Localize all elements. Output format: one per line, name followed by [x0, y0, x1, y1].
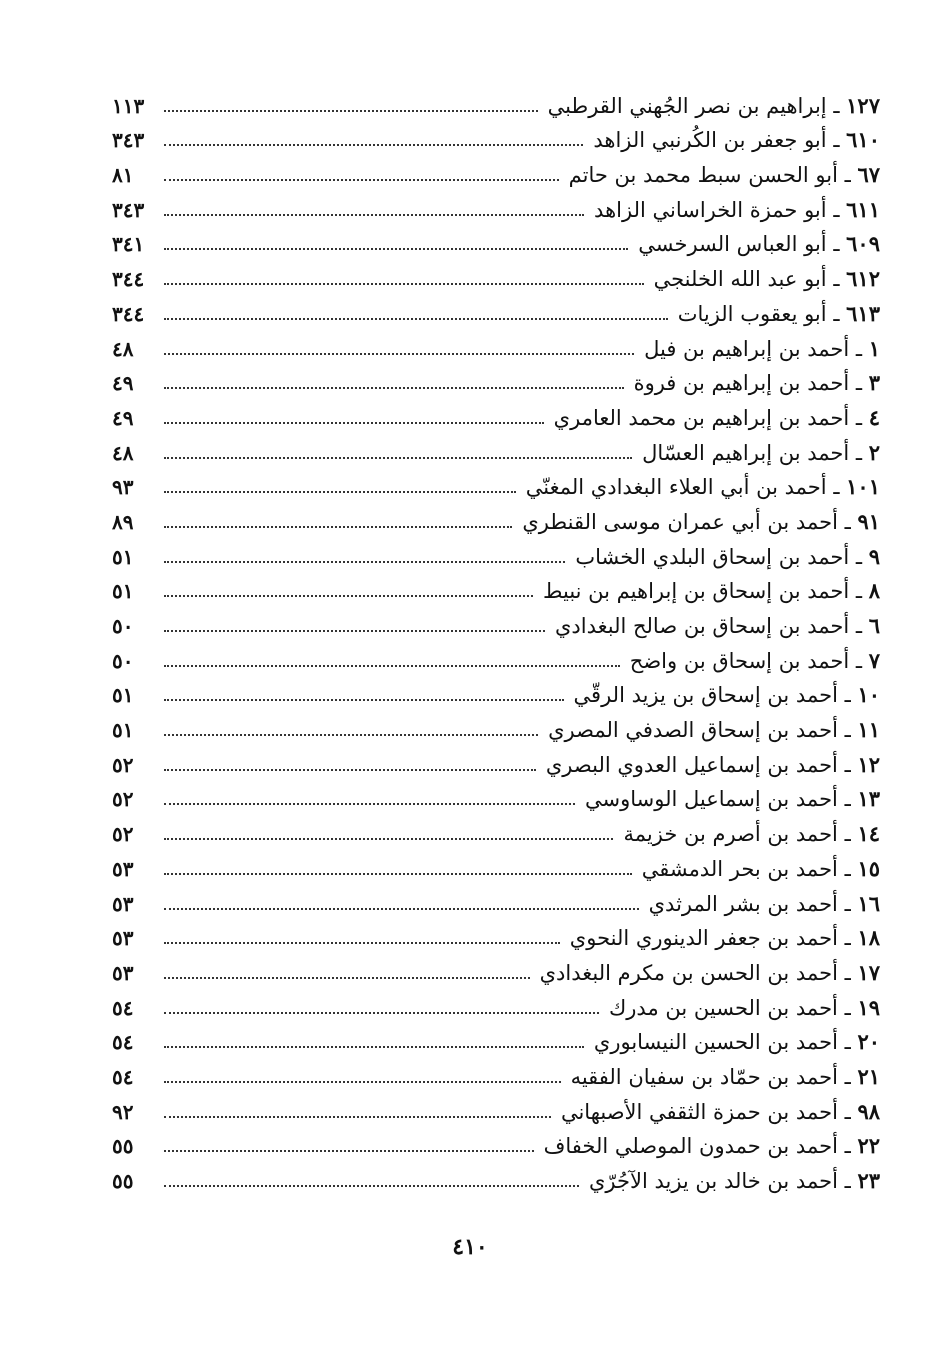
entry-number: ٢٣ [857, 1168, 880, 1193]
entry-page-number: ٣٤١ [112, 232, 145, 257]
entry-number: ١٨ [857, 925, 880, 951]
index-entry [112, 919, 880, 954]
index-entry [112, 364, 880, 399]
entry-separator: ـ [844, 1064, 851, 1089]
index-entry [112, 710, 880, 745]
entry-name: أحمد بن إسحاق البلدي الخشاب [575, 544, 850, 569]
entry-separator: ـ [844, 960, 851, 985]
entry-page-number: ٥٢ [112, 752, 134, 777]
entry-number: ١٦ [857, 890, 880, 916]
index-entry [112, 849, 880, 884]
dot-leader [164, 526, 512, 528]
entry-number: ٩ [868, 543, 880, 569]
entry-page-number: ٥٤ [112, 995, 134, 1020]
entry-label [575, 542, 880, 572]
entry-number: ٩١ [857, 508, 880, 534]
dot-leader [164, 1081, 561, 1083]
dot-leader [164, 942, 560, 944]
entry-separator: ـ [844, 1169, 851, 1193]
entry-name: أبو العباس السرخسي [638, 232, 827, 257]
entry-name: أحمد بن إسحاق بن واضح [629, 648, 850, 673]
entry-separator: ـ [833, 128, 840, 153]
entry-name: أحمد بن بحر الدمشقي [641, 856, 838, 881]
entry-name: أحمد بن حمزة الثقفي الأصبهاني [560, 1099, 838, 1124]
entry-number: ١٣ [857, 786, 880, 812]
index-entry [112, 1057, 880, 1092]
entry-separator: ـ [844, 1099, 851, 1124]
entry-number: ١٤ [857, 821, 880, 847]
index-entry [112, 814, 880, 849]
entry-label [594, 195, 880, 225]
entry-number: ١٧ [857, 959, 880, 985]
entry-label [544, 1131, 880, 1161]
entry-name: أحمد بن إسماعيل العدوي البصري [545, 752, 838, 777]
dot-leader [164, 838, 613, 840]
index-entry [112, 225, 880, 260]
entry-name: أحمد بن أصرم بن خزيمة [623, 822, 838, 847]
entry-page-number: ٥٢ [112, 822, 134, 847]
dot-leader [164, 214, 584, 216]
entry-separator: ـ [844, 856, 851, 881]
entry-number: ٧ [868, 647, 880, 673]
entry-label [546, 750, 880, 780]
index-entry [112, 1092, 880, 1127]
entry-label [548, 715, 880, 745]
entry-separator: ـ [833, 232, 840, 257]
entry-name: أحمد بن إبراهيم العسّال [642, 440, 850, 465]
dot-leader [164, 144, 583, 146]
dot-leader [164, 1116, 551, 1118]
entry-label [594, 1027, 880, 1057]
entry-separator: ـ [833, 475, 840, 500]
entry-label [548, 91, 880, 121]
dot-leader [164, 353, 634, 355]
entry-number: ٢١ [857, 1063, 880, 1089]
dot-leader [164, 491, 516, 493]
index-entry [112, 86, 880, 121]
index-entry [112, 1161, 880, 1196]
entry-name: إبراهيم بن نصر الجُهني القرطبي [547, 93, 827, 118]
entry-name: أحمد بن إبراهيم بن محمد العامري [553, 405, 850, 430]
dot-leader [164, 318, 668, 320]
entry-name: أبو يعقوب الزيات [677, 301, 827, 326]
entry-number: ٦٧ [857, 162, 880, 188]
entry-label [570, 923, 880, 953]
dot-leader [164, 1046, 584, 1048]
entry-number: ١١ [857, 717, 880, 743]
entry-name: أحمد بن إسحاق بن إبراهيم بن نبيط [543, 579, 850, 604]
entry-separator: ـ [855, 614, 863, 638]
entry-number: ١ [868, 335, 880, 361]
entry-label [630, 646, 880, 676]
entry-page-number: ٩٣ [112, 475, 134, 500]
dot-leader [164, 110, 538, 112]
entry-number: ٦١٠ [846, 127, 880, 153]
index-entry [112, 641, 880, 676]
entry-name: أبو الحسن سبط محمد بن حاتم [568, 163, 838, 188]
entry-separator: ـ [855, 440, 863, 465]
entry-number: ١٢ [857, 751, 880, 777]
entry-separator: ـ [855, 336, 863, 361]
page-number: ٤١٠ [452, 1234, 488, 1260]
index-entry [112, 468, 880, 503]
index-entry [112, 884, 880, 919]
index-entry [112, 121, 880, 156]
entry-separator: ـ [844, 718, 851, 743]
dot-leader [164, 457, 632, 459]
entry-number: ٦١١ [846, 196, 880, 222]
dot-leader [164, 1150, 534, 1152]
entry-number: ١٢٧ [846, 92, 880, 118]
entry-name: أحمد بن إبراهيم بن فروة [633, 371, 850, 396]
entry-name: أحمد بن حمدون الموصلي الخفاف [543, 1134, 838, 1159]
dot-leader [164, 248, 628, 250]
entry-label [678, 299, 880, 329]
index-entry [112, 572, 880, 607]
entry-number: ٦ [868, 613, 880, 638]
entry-label [569, 160, 880, 190]
entry-number: ٦٠٩ [846, 231, 880, 257]
entry-separator: ـ [844, 995, 851, 1020]
index-entry [112, 537, 880, 572]
entry-label [561, 1097, 880, 1127]
entry-name: أحمد بن الحسن بن مكرم البغدادي [539, 960, 838, 985]
dot-leader [164, 873, 632, 875]
entry-name: أحمد بن بشر المرثدي [648, 891, 838, 916]
index-entry [112, 329, 880, 364]
dot-leader [164, 908, 639, 910]
entry-page-number: ٤٩ [112, 405, 134, 430]
entry-name: أحمد بن إسماعيل الوساوسي [585, 787, 838, 812]
index-entry [112, 398, 880, 433]
entry-number: ١٠١ [846, 474, 880, 500]
entry-name: أبو حمزة الخراساني الزاهد [594, 197, 827, 222]
entry-label [589, 1166, 880, 1196]
entry-number: ١٩ [857, 994, 880, 1020]
entry-label [609, 993, 880, 1023]
entry-separator: ـ [833, 197, 840, 222]
entry-page-number: ٣٤٤ [112, 267, 145, 292]
entry-label [642, 854, 880, 884]
entry-page-number: ٩٢ [112, 1099, 134, 1124]
dot-leader [164, 179, 559, 181]
dot-leader [164, 665, 620, 667]
index-entry [112, 433, 880, 468]
dot-leader [164, 1012, 599, 1014]
entry-separator: ـ [855, 405, 863, 430]
entry-number: ٩٨ [857, 1098, 880, 1124]
dot-leader [164, 387, 624, 389]
entry-name: أبو جعفر بن الكُرنبي الزاهد [593, 128, 827, 153]
entry-label [555, 611, 880, 641]
entry-number: ٦١٢ [846, 266, 880, 292]
entry-page-number: ٤٩ [112, 371, 134, 396]
entry-page-number: ٥٣ [112, 891, 134, 916]
dot-leader [164, 734, 538, 736]
entry-page-number: ٥٠ [112, 648, 134, 673]
index-entry [112, 988, 880, 1023]
entry-name: أحمد بن إبراهيم بن فيل [644, 336, 850, 361]
entry-label [593, 125, 880, 155]
entry-page-number: ٥١ [112, 579, 134, 604]
entry-separator: ـ [855, 371, 863, 396]
entry-label [543, 576, 880, 606]
index-entry [112, 502, 880, 537]
index-entry [112, 190, 880, 225]
dot-leader [164, 977, 530, 979]
entry-label [540, 958, 880, 988]
entry-page-number: ٥٣ [112, 960, 134, 985]
entry-name: أحمد بن خالد بن يزيد الآجُرّي [588, 1169, 838, 1193]
entry-name: أحمد بن أبي العلاء البغدادي المغنّي [525, 475, 827, 500]
entry-separator: ـ [844, 1134, 851, 1159]
entry-page-number: ٥٥ [112, 1169, 134, 1193]
entry-label [642, 438, 880, 468]
dot-leader [164, 561, 565, 563]
entry-page-number: ٤٨ [112, 336, 134, 361]
entry-name: أحمد بن الحسين النيسابوري [593, 1030, 838, 1055]
dot-leader [164, 803, 575, 805]
entry-page-number: ٥١ [112, 683, 134, 708]
entry-separator: ـ [844, 787, 851, 812]
entry-label [638, 229, 880, 259]
entry-number: ٤ [868, 404, 880, 430]
entry-separator: ـ [844, 891, 851, 916]
entry-separator: ـ [844, 926, 851, 951]
index-entry [112, 294, 880, 329]
entry-page-number: ٨١ [112, 163, 134, 188]
entry-page-number: ٥١ [112, 544, 134, 569]
entry-name: أحمد بن إسحاق الصدفي المصري [548, 718, 838, 743]
entry-number: ٨ [868, 578, 880, 604]
entry-label [634, 368, 880, 398]
entry-page-number: ٥١ [112, 718, 134, 743]
entry-label [554, 403, 880, 433]
entry-separator: ـ [833, 301, 840, 326]
entry-label [649, 889, 880, 919]
entry-separator: ـ [844, 752, 851, 777]
dot-leader [164, 422, 544, 424]
entry-separator: ـ [844, 509, 851, 534]
entry-page-number: ٨٩ [112, 509, 134, 534]
entry-page-number: ٥٤ [112, 1030, 134, 1055]
index-entry [112, 259, 880, 294]
entry-page-number: ٥٣ [112, 926, 134, 951]
entry-label [571, 1062, 880, 1092]
entry-name: أحمد بن جعفر الدينوري النحوي [569, 926, 838, 951]
entry-page-number: ٥٥ [112, 1134, 134, 1159]
entry-name: أحمد بن الحسين بن مدرك [608, 995, 838, 1020]
entry-name: أحمد بن حمّاد بن سفيان الفقيه [570, 1064, 838, 1089]
dot-leader [164, 283, 644, 285]
entry-name: أحمد بن أبي عمران موسى القنطري [522, 509, 838, 534]
dot-leader [164, 769, 536, 771]
entry-separator: ـ [833, 267, 840, 292]
entry-name: أحمد بن إسحاق بن صالح البغدادي [554, 614, 850, 638]
entry-number: ٣ [868, 370, 880, 396]
dot-leader [164, 699, 564, 701]
entry-number: ١٠ [857, 682, 880, 708]
index-list [112, 86, 880, 1196]
index-entry [112, 780, 880, 815]
entry-number: ٢ [868, 439, 880, 465]
entry-page-number: ٣٤٣ [112, 128, 145, 153]
dot-leader [164, 630, 545, 632]
entry-number: ١٥ [857, 855, 880, 881]
entry-page-number: ٥٣ [112, 856, 134, 881]
entry-label [522, 507, 880, 537]
entry-separator: ـ [844, 683, 851, 708]
index-entry [112, 1023, 880, 1058]
entry-page-number: ٥٠ [112, 614, 134, 638]
entry-page-number: ٥٢ [112, 787, 134, 812]
entry-number: ٦١٣ [846, 300, 880, 326]
entry-page-number: ٤٨ [112, 440, 134, 465]
entry-page-number: ١١٣ [112, 93, 145, 118]
entry-label [585, 784, 880, 814]
entry-page-number: ٥٤ [112, 1064, 134, 1089]
entry-label [644, 334, 880, 364]
entry-separator: ـ [855, 544, 863, 569]
entry-label [574, 680, 880, 710]
entry-label [526, 472, 880, 502]
entry-separator: ـ [855, 648, 863, 673]
entry-separator: ـ [855, 579, 863, 604]
entry-separator: ـ [844, 1030, 851, 1055]
entry-name: أبو عبد الله الخلنجي [653, 267, 827, 292]
entry-number: ٢٠ [857, 1029, 880, 1055]
entry-page-number: ٣٤٣ [112, 197, 145, 222]
entry-label [654, 264, 880, 294]
index-entry [112, 676, 880, 711]
entry-separator: ـ [844, 163, 851, 188]
dot-leader [164, 595, 533, 597]
index-entry [112, 953, 880, 988]
index-entry [112, 155, 880, 190]
index-entry [112, 606, 880, 641]
entry-number: ٢٢ [857, 1133, 880, 1159]
entry-page-number: ٣٤٤ [112, 301, 145, 326]
entry-label [623, 819, 880, 849]
index-entry [112, 1127, 880, 1162]
entry-separator: ـ [844, 822, 851, 847]
index-entry [112, 745, 880, 780]
entry-separator: ـ [833, 93, 840, 118]
dot-leader [164, 1185, 579, 1187]
entry-name: أحمد بن إسحاق بن يزيد الرقّي [573, 683, 838, 708]
